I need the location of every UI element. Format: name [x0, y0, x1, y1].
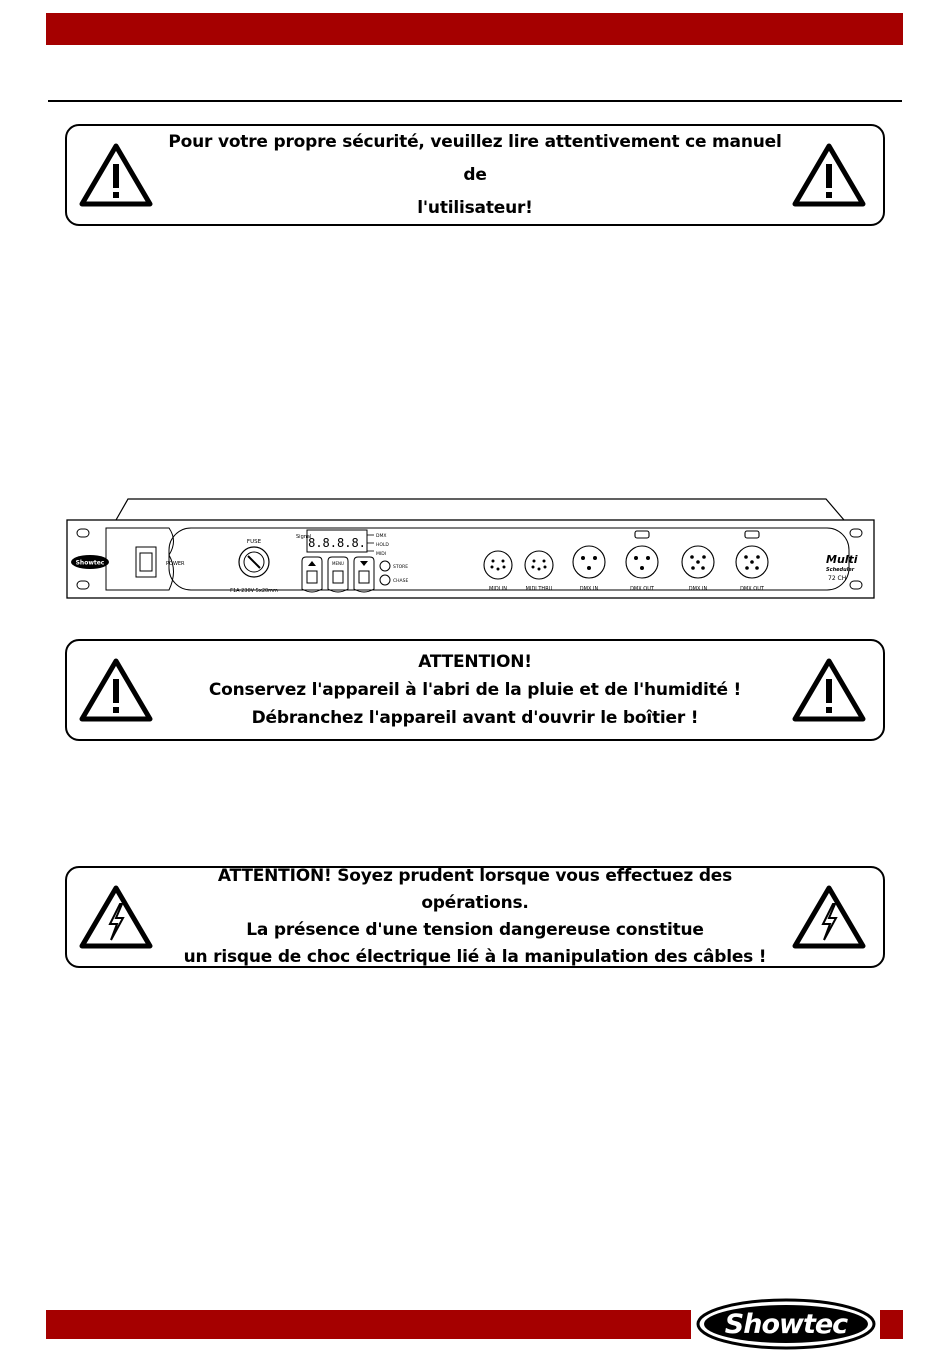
warning-line: Pour votre propre sécurité, veuillez lire attentivement ce manuel de [168, 131, 782, 185]
exclamation-triangle-icon [791, 142, 867, 208]
footer-bar-end [880, 1310, 903, 1339]
warning-line: ATTENTION! Soyez prudent lorsque vous effectuez des opérations. [217, 866, 733, 913]
connector-label: MIDI THRU [525, 586, 553, 592]
warning-line: La présence d'une tension dangereuse constitue [246, 920, 704, 940]
connector-label: DMX OUT [740, 586, 764, 592]
connector-label: DMX IN [579, 586, 599, 592]
store-label: STORE [393, 565, 409, 570]
warning-line: un risque de choc électrique lié à la manipulation des câbles ! [183, 947, 767, 967]
connector-label: MIDI IN [489, 586, 507, 592]
warning-line: Débranchez l'appareil avant d'ouvrir le boîtier ! [251, 708, 699, 728]
connector-label: DMX OUT [630, 586, 654, 592]
header-bar [46, 13, 903, 45]
indicator-hold: HOLD [376, 543, 389, 548]
model-channels: 72 CH [828, 575, 847, 582]
exclamation-triangle-icon [78, 657, 154, 723]
warning-box-read-manual [65, 124, 885, 226]
panel-brand-label: Showtec [75, 559, 105, 567]
footer-bar [46, 1310, 691, 1339]
indicator-midi: MIDI [376, 552, 387, 557]
model-sub: Scheduler [826, 567, 855, 573]
header-rule [48, 100, 902, 102]
power-label: POWER [166, 561, 185, 567]
fuse-label: FUSE [246, 539, 262, 545]
showtec-logo [695, 1298, 877, 1350]
svg-text:Showtec: Showtec [724, 1309, 848, 1340]
warning-line: l'utilisateur! [417, 197, 533, 218]
exclamation-triangle-icon [791, 657, 867, 723]
signal-label: Signal [296, 534, 312, 540]
device-front-panel [66, 495, 876, 603]
lightning-triangle-icon [78, 884, 154, 950]
exclamation-triangle-icon [78, 142, 154, 208]
warning-line: ATTENTION! [418, 652, 532, 672]
model-name: Multi [826, 553, 858, 566]
connector-label: DMX IN [688, 586, 708, 592]
chase-label: CHASE [393, 579, 409, 584]
display-readout: 8.8.8.8. [308, 536, 366, 550]
warning-box-electric [65, 866, 885, 968]
warning-box-moisture [65, 639, 885, 741]
menu-label: MENU [332, 561, 344, 566]
warning-line: Conservez l'appareil à l'abri de la pluie et de l'humidité ! [208, 680, 742, 700]
indicator-dmx: DMX [376, 534, 387, 539]
fuse-spec: F1A 230V 5x20mm [230, 588, 278, 594]
lightning-triangle-icon [791, 884, 867, 950]
